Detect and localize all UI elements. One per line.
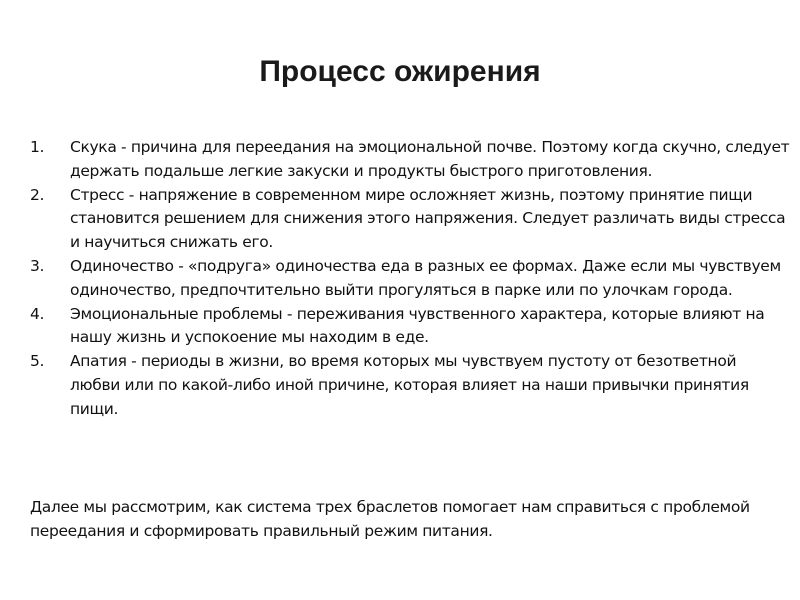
list-item xyxy=(30,350,790,421)
list-item-number: 4. xyxy=(30,304,45,323)
list-item xyxy=(30,255,790,303)
list-item xyxy=(30,136,790,184)
list-item-number: 2. xyxy=(30,185,45,204)
list-item-number: 5. xyxy=(30,352,45,371)
slide-title: Процесс ожирения xyxy=(259,55,541,88)
list-item-text: Одиночество - «подруга» одиночества еда в разных ее формах. Даже если мы чувствуем одиночество, предпочтительно выйти прогуляться в парке или по улочкам города. xyxy=(70,256,781,299)
list-item-text: Апатия - периоды в жизни, во время которых мы чувствуем пустоту от безответной любви или по какой-либо иной причине, которая влияет на наши привычки принятия пищи. xyxy=(70,352,749,418)
list-item-text: Скука - причина для переедания на эмоциональной почве. Поэтому когда скучно, следует держать подальше легкие закуски и продукты быстрого приготовления. xyxy=(70,138,790,180)
list-item xyxy=(30,184,790,255)
list-item-text: Стресс - напряжение в современном мире осложняет жизнь, поэтому принятие пищи становится решением для снижения этого напряжения. Следует различать виды стресса и научиться снижать его. xyxy=(70,185,786,252)
numbered-list xyxy=(30,136,790,422)
conclusion-paragraph: Далее мы рассмотрим, как система трех браслетов помогает нам справиться с проблемой переедания и сформировать правильный режим питания. xyxy=(30,498,750,540)
list-item-number: 1. xyxy=(30,138,45,156)
list-item-number: 3. xyxy=(30,256,45,275)
list-item-text: Эмоциональные проблемы - переживания чувственного характера, которые влияют на нашу жизнь и успокоение мы находим в еде. xyxy=(70,304,765,347)
list-item xyxy=(30,303,790,351)
